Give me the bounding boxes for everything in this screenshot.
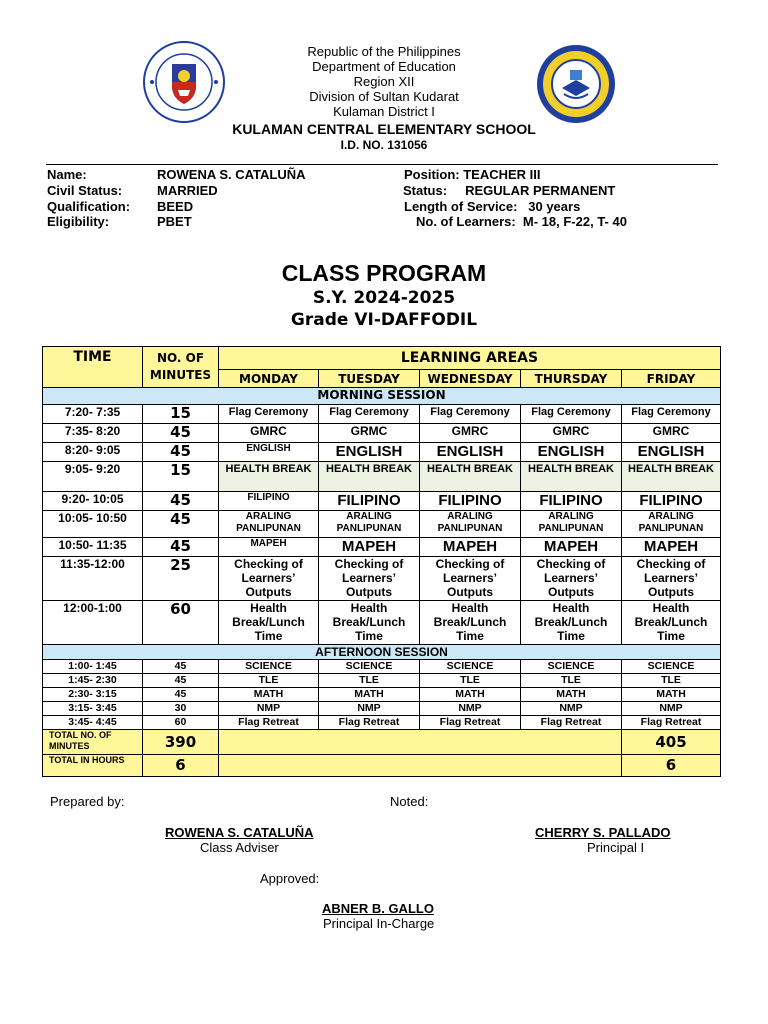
- subject-cell: Flag Retreat: [420, 716, 521, 730]
- subject-cell: Health Break/Lunch Time: [219, 601, 319, 645]
- subject-cell: MATH: [319, 688, 420, 702]
- subject-cell: TLE: [219, 674, 319, 688]
- employment-status: Status: REGULAR PERMANENT: [403, 183, 616, 198]
- subject-cell: Health Break/Lunch Time: [319, 601, 420, 645]
- preparer-name: ROWENA S. CATALUÑA: [165, 825, 314, 840]
- time-cell: 10:50- 11:35: [43, 538, 143, 557]
- subject-cell: MAPEH: [622, 538, 721, 557]
- time-cell: 11:35-12:00: [43, 557, 143, 601]
- subject-cell: HEALTH BREAK: [219, 462, 319, 492]
- minutes-cell: 45: [143, 443, 219, 462]
- time-cell: 3:15- 3:45: [43, 702, 143, 716]
- header-line-district: Kulaman District I: [333, 104, 435, 119]
- subject-cell: NMP: [319, 702, 420, 716]
- subject-cell: MAPEH: [319, 538, 420, 557]
- civil-status: MARRIED: [157, 183, 218, 198]
- table-row: [43, 557, 721, 601]
- subject-cell: Health Break/Lunch Time: [420, 601, 521, 645]
- time-cell: 10:05- 10:50: [43, 511, 143, 538]
- subject-cell: NMP: [622, 702, 721, 716]
- table-row: [43, 443, 721, 462]
- subject-cell: Flag Ceremony: [420, 405, 521, 424]
- total-hours-row: [43, 755, 721, 777]
- total-minutes-blank: [219, 730, 622, 755]
- school-year: S.Y. 2024-2025: [312, 288, 456, 308]
- subject-cell: GMRC: [622, 424, 721, 443]
- table-row: [43, 424, 721, 443]
- total-hours-blank: [219, 755, 622, 777]
- header-rule: [46, 164, 718, 165]
- minutes-cell: 45: [143, 511, 219, 538]
- subject-cell: NMP: [420, 702, 521, 716]
- table-row: [43, 601, 721, 645]
- subject-cell: MATH: [219, 688, 319, 702]
- name-label: Name:: [47, 167, 87, 182]
- page-title: CLASS PROGRAM: [281, 260, 487, 286]
- time-cell: 12:00-1:00: [43, 601, 143, 645]
- table-row: [43, 462, 721, 492]
- table-row: [43, 511, 721, 538]
- subject-cell: MAPEH: [521, 538, 622, 557]
- subject-cell: ENGLISH: [622, 443, 721, 462]
- eligibility-label: Eligibility:: [47, 214, 110, 229]
- preparer-role: Class Adviser: [200, 840, 279, 855]
- subject-cell: SCIENCE: [622, 660, 721, 674]
- subject-cell: HEALTH BREAK: [319, 462, 420, 492]
- time-cell: 7:35- 8:20: [43, 424, 143, 443]
- table-row: [43, 405, 721, 424]
- subject-cell: Flag Retreat: [521, 716, 622, 730]
- table-row: [43, 716, 721, 730]
- subject-cell: ENGLISH: [219, 443, 319, 462]
- length-of-service: Length of Service: 30 years: [404, 199, 581, 214]
- time-cell: 1:00- 1:45: [43, 660, 143, 674]
- subject-cell: FILIPINO: [319, 492, 420, 511]
- subject-cell: MATH: [521, 688, 622, 702]
- subject-cell: Checking of Learners’ Outputs: [420, 557, 521, 601]
- subject-cell: Checking of Learners’ Outputs: [319, 557, 420, 601]
- header-learning-areas: LEARNING AREAS: [219, 347, 721, 370]
- subject-cell: SCIENCE: [319, 660, 420, 674]
- civil-status-label: Civil Status:: [47, 183, 123, 198]
- minutes-cell: 25: [143, 557, 219, 601]
- subject-cell: SCIENCE: [521, 660, 622, 674]
- minutes-cell: 45: [143, 660, 219, 674]
- subject-cell: Flag Ceremony: [521, 405, 622, 424]
- minutes-cell: 45: [143, 424, 219, 443]
- subject-cell: ARALING PANLIPUNAN: [521, 511, 622, 538]
- school-name: KULAMAN CENTRAL ELEMENTARY SCHOOL: [232, 121, 536, 137]
- subject-cell: Checking of Learners’ Outputs: [622, 557, 721, 601]
- subject-cell: ARALING PANLIPUNAN: [420, 511, 521, 538]
- time-cell: 9:05- 9:20: [43, 462, 143, 492]
- total-minutes-value: 390: [143, 730, 219, 755]
- teacher-name: ROWENA S. CATALUÑA: [157, 167, 306, 182]
- subject-cell: Flag Ceremony: [219, 405, 319, 424]
- minutes-cell: 30: [143, 702, 219, 716]
- noter-role: Principal I: [587, 840, 645, 855]
- subject-cell: HEALTH BREAK: [622, 462, 721, 492]
- subject-cell: Flag Retreat: [622, 716, 721, 730]
- header-minutes: NO. OF MINUTES: [143, 347, 219, 388]
- subject-cell: ARALING PANLIPUNAN: [319, 511, 420, 538]
- noted-label: Noted:: [390, 794, 429, 809]
- subject-cell: GRMC: [319, 424, 420, 443]
- header-line-republic: Republic of the Philippines: [307, 44, 461, 59]
- subject-cell: HEALTH BREAK: [521, 462, 622, 492]
- header-wednesday: WEDNESDAY: [420, 370, 521, 388]
- subject-cell: TLE: [622, 674, 721, 688]
- subject-cell: Health Break/Lunch Time: [521, 601, 622, 645]
- minutes-cell: 60: [143, 601, 219, 645]
- subject-cell: Flag Retreat: [219, 716, 319, 730]
- time-cell: 2:30- 3:15: [43, 688, 143, 702]
- morning-session-label: MORNING SESSION: [43, 388, 721, 405]
- subject-cell: FILIPINO: [420, 492, 521, 511]
- position: Position: TEACHER III: [404, 167, 541, 182]
- subject-cell: NMP: [521, 702, 622, 716]
- subject-cell: SCIENCE: [219, 660, 319, 674]
- subject-cell: SCIENCE: [420, 660, 521, 674]
- header-thursday: THURSDAY: [521, 370, 622, 388]
- qualification-label: Qualification:: [47, 199, 131, 214]
- minutes-cell: 15: [143, 405, 219, 424]
- subject-cell: HEALTH BREAK: [420, 462, 521, 492]
- time-cell: 8:20- 9:05: [43, 443, 143, 462]
- subject-cell: GMRC: [219, 424, 319, 443]
- subject-cell: NMP: [219, 702, 319, 716]
- minutes-cell: 45: [143, 674, 219, 688]
- subject-cell: GMRC: [420, 424, 521, 443]
- total-minutes-row: [43, 730, 721, 755]
- eligibility: PBET: [157, 214, 192, 229]
- header-line-division: Division of Sultan Kudarat: [309, 89, 459, 104]
- minutes-cell: 60: [143, 716, 219, 730]
- header-monday: MONDAY: [219, 370, 319, 388]
- subject-cell: Flag Ceremony: [622, 405, 721, 424]
- subject-cell: MAPEH: [219, 538, 319, 557]
- time-cell: 7:20- 7:35: [43, 405, 143, 424]
- header-friday: FRIDAY: [622, 370, 721, 388]
- time-cell: 1:45- 2:30: [43, 674, 143, 688]
- afternoon-session-label: AFTERNOON SESSION: [43, 645, 721, 660]
- subject-cell: ARALING PANLIPUNAN: [219, 511, 319, 538]
- subject-cell: Health Break/Lunch Time: [622, 601, 721, 645]
- total-hours-value: 6: [143, 755, 219, 777]
- minutes-cell: 15: [143, 462, 219, 492]
- approver-role: Principal In-Charge: [323, 916, 435, 931]
- total-minutes-label: TOTAL NO. OF MINUTES: [43, 730, 143, 755]
- subject-cell: Flag Ceremony: [319, 405, 420, 424]
- subject-cell: FILIPINO: [622, 492, 721, 511]
- approver-name: ABNER B. GALLO: [322, 901, 434, 916]
- subject-cell: TLE: [521, 674, 622, 688]
- subject-cell: MATH: [420, 688, 521, 702]
- subject-cell: MAPEH: [420, 538, 521, 557]
- table-row: [43, 688, 721, 702]
- minutes-cell: 45: [143, 492, 219, 511]
- qualification: BEED: [157, 199, 194, 214]
- school-id: I.D. NO. 131056: [340, 138, 428, 152]
- total-hours-label: TOTAL IN HOURS: [43, 755, 143, 777]
- prepared-by-label: Prepared by:: [50, 794, 125, 809]
- header-time: TIME: [43, 347, 143, 388]
- header-tuesday: TUESDAY: [319, 370, 420, 388]
- header-line-deped: Department of Education: [312, 59, 456, 74]
- subject-cell: MATH: [622, 688, 721, 702]
- subject-cell: GMRC: [521, 424, 622, 443]
- subject-cell: FILIPINO: [219, 492, 319, 511]
- subject-cell: FILIPINO: [521, 492, 622, 511]
- total-hours-friday: 6: [622, 755, 721, 777]
- noter-name: CHERRY S. PALLADO: [535, 825, 671, 840]
- table-row: [43, 492, 721, 511]
- number-of-learners: No. of Learners: M- 18, F-22, T- 40: [416, 214, 627, 229]
- subject-cell: Checking of Learners’ Outputs: [219, 557, 319, 601]
- approved-label: Approved:: [260, 871, 320, 886]
- subject-cell: ENGLISH: [420, 443, 521, 462]
- subject-cell: Flag Retreat: [319, 716, 420, 730]
- table-row: [43, 702, 721, 716]
- subject-cell: ENGLISH: [521, 443, 622, 462]
- minutes-cell: 45: [143, 538, 219, 557]
- class-program-table: [42, 346, 721, 777]
- table-row: [43, 660, 721, 674]
- subject-cell: TLE: [319, 674, 420, 688]
- time-cell: 9:20- 10:05: [43, 492, 143, 511]
- table-row: [43, 538, 721, 557]
- time-cell: 3:45- 4:45: [43, 716, 143, 730]
- subject-cell: Checking of Learners’ Outputs: [521, 557, 622, 601]
- subject-cell: ARALING PANLIPUNAN: [622, 511, 721, 538]
- subject-cell: ENGLISH: [319, 443, 420, 462]
- total-minutes-friday: 405: [622, 730, 721, 755]
- header-line-region: Region XII: [353, 74, 415, 89]
- minutes-cell: 45: [143, 688, 219, 702]
- table-row: [43, 674, 721, 688]
- subject-cell: TLE: [420, 674, 521, 688]
- grade-section: Grade VI-DAFFODIL: [290, 310, 478, 330]
